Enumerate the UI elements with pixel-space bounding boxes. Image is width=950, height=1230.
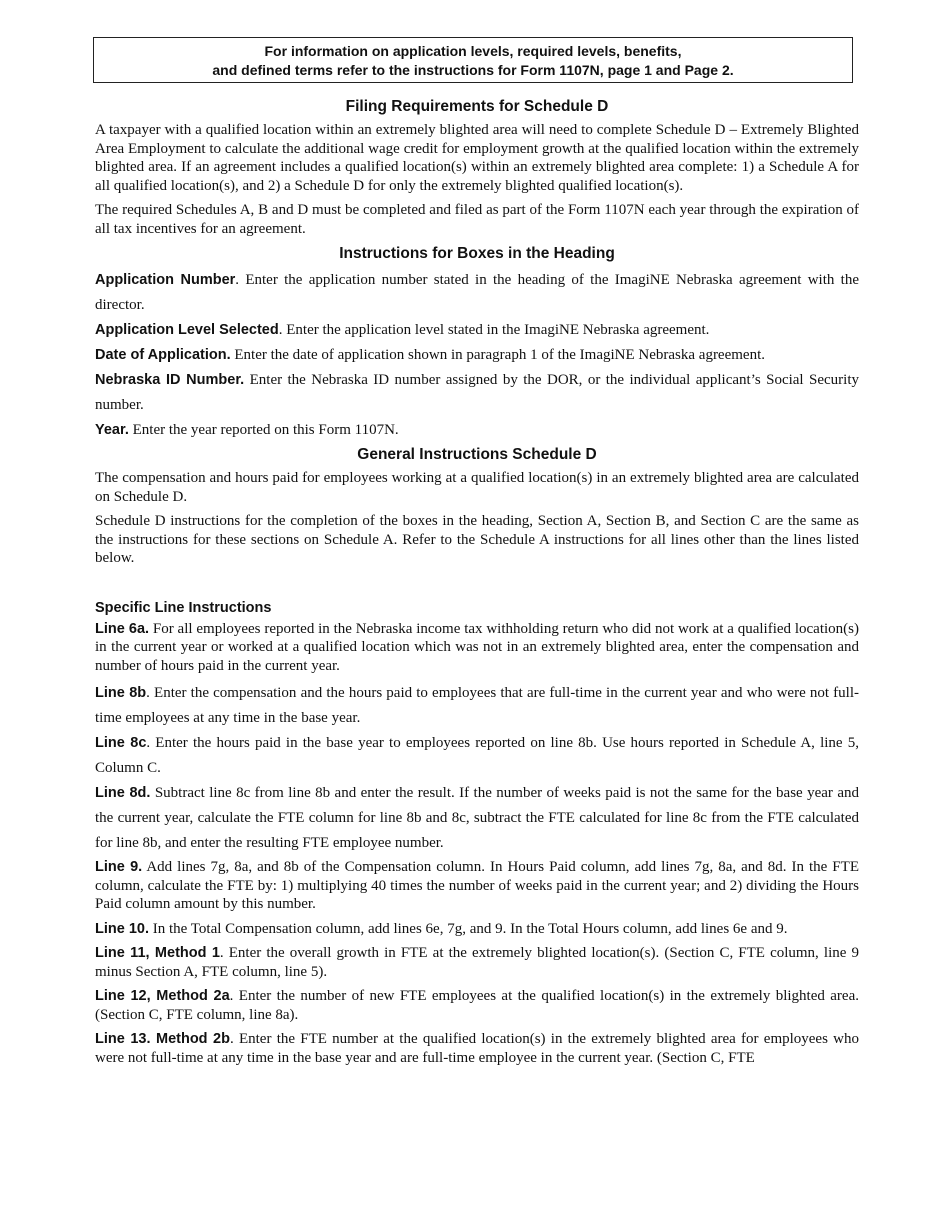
general-paragraph-2: Schedule D instructions for the completion of the boxes in the heading, Section A, Section B, and Section C are the same as the instructions for these sections on Schedule A. Refer to the Schedule A instructions for all lines other than the lines listed below. <box>95 513 859 566</box>
line-8b-instruction: Line 8b. Enter the compensation and the hours paid to employees that are full-time in the current year and who were not full-time employees at any time in the base year. <box>95 685 860 726</box>
heading-item-application-number: Application Number. Enter the application number stated in the heading of the ImagiNE Nebraska agreement with the director. <box>95 272 859 313</box>
line-10-instruction: Line 10. In the Total Compensation column, add lines 6e, 7g, and 9. In the Total Hours column, add lines 6e and 9. <box>95 920 788 937</box>
line-12-instruction: Line 12, Method 2a. Enter the number of new FTE employees at the qualified location(s) in the extremely blighted area. (Section C, FTE column, line 8a). <box>95 988 859 1023</box>
filing-paragraph-1: A taxpayer with a qualified location within an extremely blighted area will need to complete Schedule D – Extremely Blighted Area Employment to calculate the additional wage credit for employment growth at the qualified location within the extremely blighted area. If an agreement includes a qualified location(s) within an extremely blighted area complete: 1) a Schedule A for all qualified location(s), and 2) a Schedule D for only the extremely blighted qualified location(s). <box>95 122 859 194</box>
general-paragraph-1: The compensation and hours paid for employees working at a qualified location(s) in an extremely blighted area are calculated on Schedule D. <box>95 470 859 505</box>
general-instructions-heading: General Instructions Schedule D <box>357 446 597 463</box>
heading-item-application-level: Application Level Selected. Enter the application level stated in the ImagiNE Nebraska agreement. <box>95 322 710 338</box>
heading-item-date-of-application: Date of Application. Enter the date of application shown in paragraph 1 of the ImagiNE Nebraska agreement. <box>95 347 765 363</box>
instructions-content <box>95 97 859 1073</box>
filing-requirements-heading: Filing Requirements for Schedule D <box>345 98 609 115</box>
info-notice-box <box>93 37 853 83</box>
specific-line-instructions-heading: Specific Line Instructions <box>95 599 272 616</box>
line-13-instruction: Line 13. Method 2b. Enter the FTE number at the qualified location(s) in the extremely blighted area for employees who were not full-time at any time in the base year and are full-time employee in the current year. (Section C, FTE <box>95 1031 860 1066</box>
line-8d-instruction: Line 8d. Subtract line 8c from line 8b and enter the result. If the number of weeks paid is not the same for the base year and the current year, calculate the FTE column for line 8b and 8c, subtract the FTE calculated for line 8c from the FTE calculated for line 8b, and enter the resulting FTE employee number. <box>95 785 859 851</box>
notice-line-2: and defined terms refer to the instructions for Form 1107N, page 1 and Page 2. <box>212 62 734 78</box>
heading-boxes-title: Instructions for Boxes in the Heading <box>339 245 615 262</box>
line-11-instruction: Line 11, Method 1. Enter the overall growth in FTE at the extremely blighted location(s). (Section C, FTE column, line 9 minus Section A, FTE column, line 5). <box>95 945 860 980</box>
line-8c-instruction: Line 8c. Enter the hours paid in the base year to employees reported on line 8b. Use hours reported in Schedule A, line 5, Column C. <box>95 735 860 776</box>
filing-paragraph-2: The required Schedules A, B and D must be completed and filed as part of the Form 1107N each year through the expiration of all tax incentives for an agreement. <box>95 202 859 237</box>
heading-item-nebraska-id: Nebraska ID Number. Enter the Nebraska ID number assigned by the DOR, or the individual applicant’s Social Security number. <box>95 372 859 413</box>
heading-item-year: Year. Enter the year reported on this Form 1107N. <box>95 422 399 438</box>
notice-line-1: For information on application levels, required levels, benefits, <box>264 43 682 59</box>
line-9-instruction: Line 9. Add lines 7g, 8a, and 8b of the Compensation column. In Hours Paid column, add lines 7g, 8a, and 8d. In the FTE column, calculate the FTE by: 1) multiplying 40 times the number of weeks paid in the current year; and 2) dividing the Hours Paid column amount by this number. <box>95 859 859 912</box>
line-6a-instruction: Line 6a. For all employees reported in the Nebraska income tax withholding return who did not work at a qualified location(s) in the current year or worked at a qualified location which was not in an extremely blighted area, enter the compensation and number of hours paid in the current year. <box>95 620 860 674</box>
